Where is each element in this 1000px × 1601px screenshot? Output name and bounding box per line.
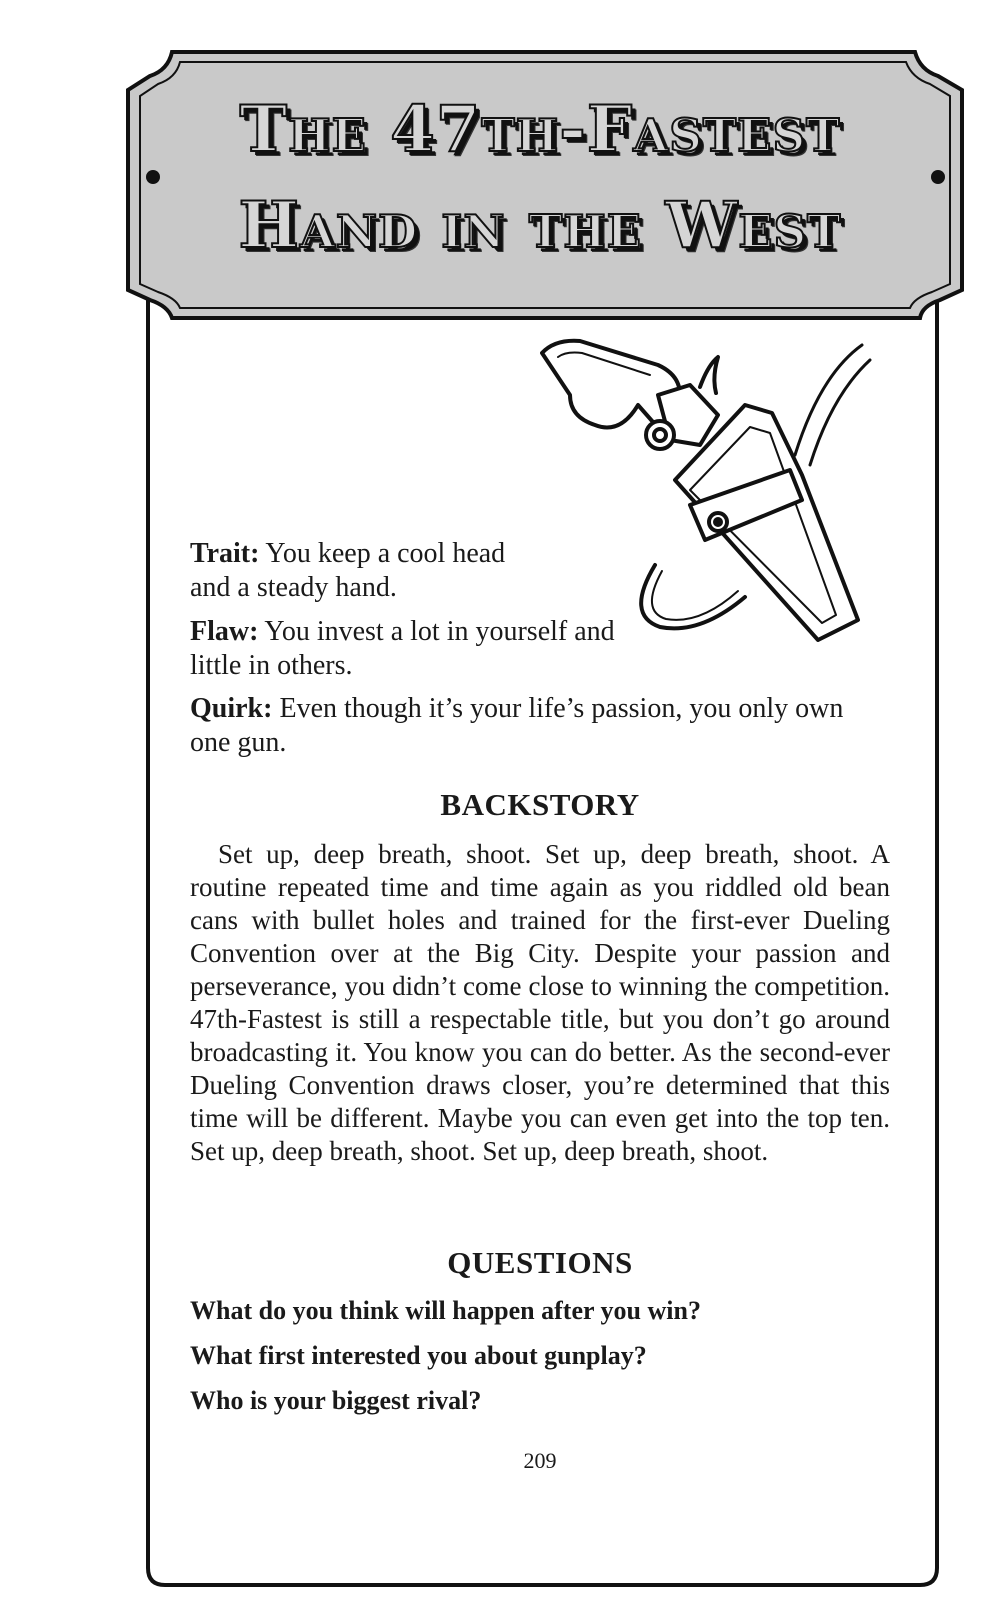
title-line-2: Hand in the West — [238, 188, 842, 263]
questions-heading: QUESTIONS — [447, 1245, 633, 1280]
quirk-text: Even though it’s your life’s passion, you only own one gun. — [190, 693, 844, 758]
flaw-label: Flaw: — [190, 616, 259, 647]
backstory-heading: BACKSTORY — [440, 787, 640, 822]
trait-entry — [190, 537, 550, 605]
trait-label: Trait: — [190, 538, 260, 569]
revolver-in-holster-icon — [540, 335, 890, 655]
quirk-entry — [190, 692, 890, 760]
question-item: What first interested you about gunplay? — [190, 1341, 647, 1370]
nail-head-icon — [931, 170, 945, 184]
page-number: 209 — [523, 1448, 557, 1473]
page-title — [150, 70, 930, 300]
quirk-label: Quirk: — [190, 693, 273, 724]
title-line-1: The 47th-Fastest — [239, 92, 841, 167]
question-item: What do you think will happen after you win? — [190, 1296, 701, 1325]
trait-text: You keep a cool head and a steady hand. — [190, 538, 506, 603]
flaw-entry — [190, 615, 620, 683]
backstory-paragraph: Set up, deep breath, shoot. Set up, deep breath, shoot. A routine repeated time and time again as you riddled old bean cans with bullet holes and trained for the first-ever Dueling Convention over at the Big City. Despite your passion and perseverance, you didn’t come close to winning the competition. 47th-Fastest is still a respectable title, but you don’t go around broadcasting it. You know you can do better. As the second-ever Dueling Convention draws closer, you’re determined that this time will be different. Maybe you can even get into the top ten. Set up, deep breath, shoot. Set up, deep breath, shoot. — [190, 839, 890, 1166]
question-item: Who is your biggest rival? — [190, 1386, 482, 1415]
flaw-text: You invest a lot in yourself and little in others. — [190, 616, 615, 681]
